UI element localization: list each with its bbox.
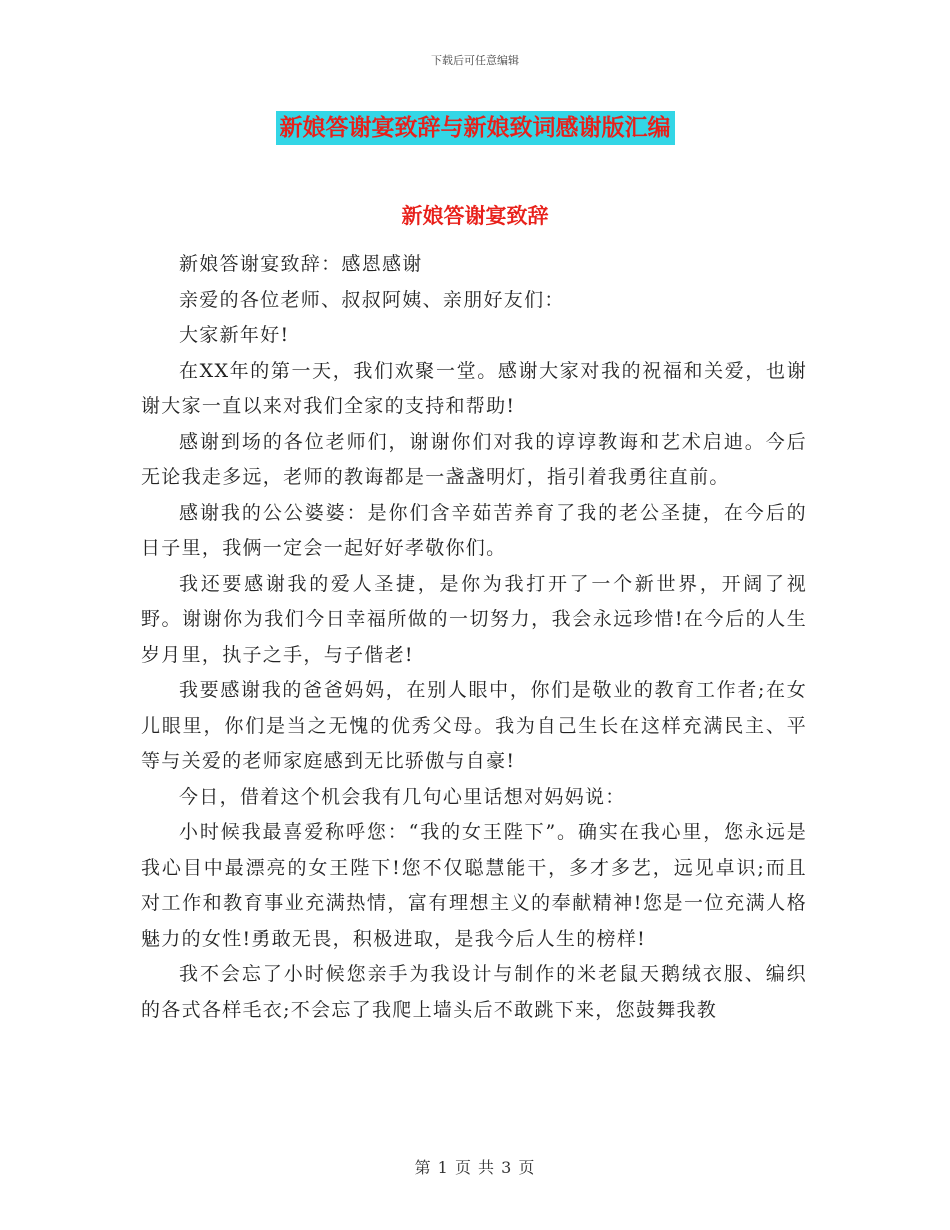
paragraph: 我不会忘了小时候您亲手为我设计与制作的米老鼠天鹅绒衣服、编织的各式各样毛衣;不会忘了我爬上墙头后不敢跳下来，您鼓舞我教 <box>141 963 807 1021</box>
paragraph: 感谢到场的各位老师们，谢谢你们对我的谆谆教诲和艺术启迪。今后无论我走多远，老师的教诲都是一盏盏明灯，指引着我勇往直前。 <box>141 430 807 488</box>
header-note: 下载后可任意编辑 <box>431 54 519 67</box>
body-text <box>141 247 807 1028</box>
paragraph: 大家新年好! <box>179 324 290 346</box>
paragraph: 我要感谢我的爸爸妈妈，在别人眼中，你们是敬业的教育工作者;在女儿眼里，你们是当之无愧的优秀父母。我为自己生长在这样充满民主、平等与关爱的老师家庭感到无比骄傲与自豪! <box>141 679 807 772</box>
page-footer: 第 1 页 共 3 页 <box>414 1158 536 1177</box>
paragraph: 小时候我最喜爱称呼您：“我的女王陛下”。确实在我心里，您永远是我心目中最漂亮的女王陛下!您不仅聪慧能干，多才多艺，远见卓识;而且对工作和教育事业充满热情，富有理想主义的奉献精神!您是一位充满人格魅力的女性!勇敢无畏，积极进取，是我今后人生的榜样! <box>141 821 807 950</box>
paragraph: 我还要感谢我的爱人圣捷，是你为我打开了一个新世界，开阔了视野。谢谢你为我们今日幸福所做的一切努力，我会永远珍惜!在今后的人生岁月里，执子之手，与子偕老! <box>141 572 807 666</box>
paragraph: 新娘答谢宴致辞：感恩感谢 <box>179 253 423 275</box>
paragraph: 感谢我的公公婆婆：是你们含辛茹苦养育了我的老公圣捷，在今后的日子里，我俩一定会一起好好孝敬你们。 <box>141 501 807 559</box>
sub-title: 新娘答谢宴致辞 <box>401 203 549 228</box>
paragraph: 亲爱的各位老师、叔叔阿姨、亲朋好友们： <box>179 288 565 311</box>
main-title: 新娘答谢宴致辞与新娘致词感谢版汇编 <box>276 111 675 145</box>
paragraph: 今日，借着这个机会我有几句心里话想对妈妈说： <box>179 785 626 808</box>
main-title-container <box>0 111 950 145</box>
paragraph: 在XX年的第一天，我们欢聚一堂。感谢大家对我的祝福和关爱，也谢谢大家一直以来对我们全家的支持和帮助! <box>141 359 807 417</box>
